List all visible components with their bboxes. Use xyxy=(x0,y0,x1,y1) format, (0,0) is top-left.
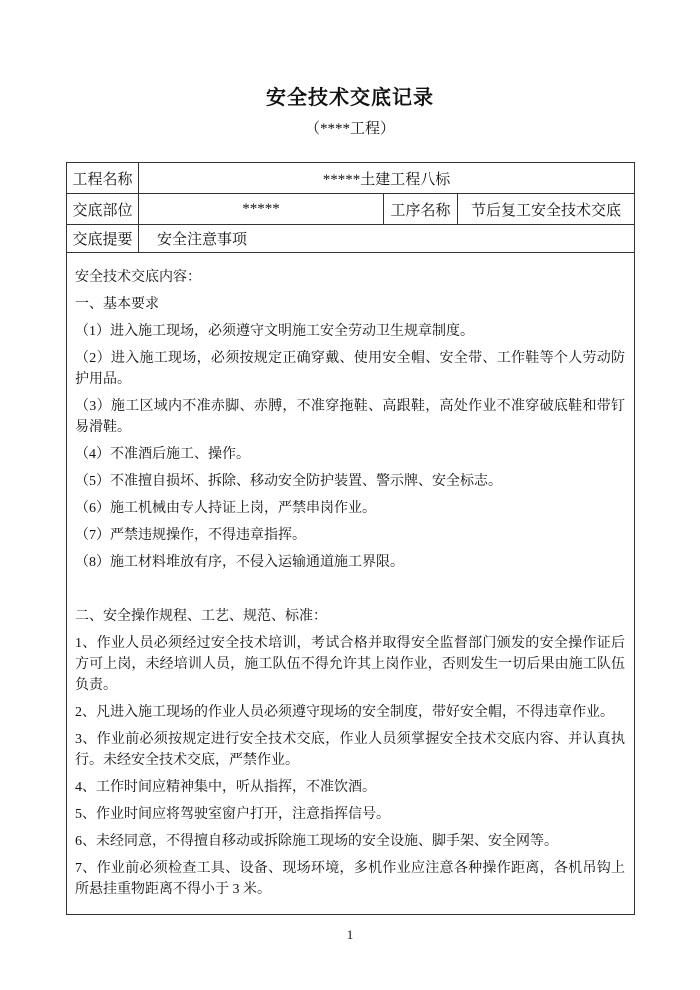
content-item: （8）施工材料堆放有序，不侵入运输通道施工界限。 xyxy=(75,555,404,570)
project-name-label: 工程名称 xyxy=(67,163,139,194)
document-subtitle: （****工程） xyxy=(304,121,395,137)
section2-title: 二、安全操作规程、工艺、规范、标准： xyxy=(75,609,327,624)
disclosure-summary-value: 安全注意事项 xyxy=(139,225,635,253)
process-name-label: 工序名称 xyxy=(384,194,458,225)
content-item: 7、作业前必须检查工具、设备、现场环境，多机作业应注意各种操作距离，各机吊钩上所悬挂重物距离不得小于 3 米。 xyxy=(75,861,626,897)
disclosure-table xyxy=(66,162,635,915)
content-item: （2）进入施工现场，必须按规定正确穿戴、使用安全帽、安全带、工作鞋等个人劳动防护用品。 xyxy=(75,351,626,387)
disclosure-summary-label: 交底提要 xyxy=(67,225,139,253)
disclosure-part-value: ***** xyxy=(139,194,384,225)
section-gap xyxy=(75,579,625,600)
content-item: 4、工作时间应精神集中，听从指挥，不准饮酒。 xyxy=(75,780,376,795)
content-item: （4）不准酒后施工、操作。 xyxy=(75,447,250,462)
content-item: 3、作业前必须按规定进行安全技术交底，作业人员须掌握安全技术交底内容、并认真执行。未经安全技术交底，严禁作业。 xyxy=(75,732,626,768)
row-content xyxy=(67,253,635,915)
content-item: （6）施工机械由专人持证上岗，严禁串岗作业。 xyxy=(75,501,376,516)
content-cell xyxy=(67,253,635,915)
content-item: 6、未经同意，不得擅自移动或拆除施工现场的安全设施、脚手架、安全网等。 xyxy=(75,834,558,849)
content-item: 1、作业人员必须经过安全技术培训，考试合格并取得安全监督部门颁发的安全操作证后方可上岗，未经培训人员，施工队伍不得允许其上岗作业，否则发生一切后果由施工队伍负责。 xyxy=(75,636,626,693)
project-name-value: *****土建工程八标 xyxy=(139,163,635,194)
content-heading: 安全技术交底内容： xyxy=(75,270,201,285)
content-item: 5、作业时间应将驾驶室窗户打开，注意指挥信号。 xyxy=(75,807,390,822)
section1-title: 一、基本要求 xyxy=(75,297,159,312)
process-name-value: 节后复工安全技术交底 xyxy=(458,194,635,225)
row-project-name xyxy=(67,163,635,194)
content-item: （1）进入施工现场，必须遵守文明施工安全劳动卫生规章制度。 xyxy=(75,324,474,339)
page-number: 1 xyxy=(346,927,354,942)
content-item: （7）严禁违规操作，不得违章指挥。 xyxy=(75,528,306,543)
row-disclosure-summary xyxy=(67,225,635,253)
row-disclosure-part xyxy=(67,194,635,225)
document-title: 安全技术交底记录 xyxy=(266,87,434,109)
content-item: （3）施工区域内不准赤脚、赤膊，不准穿拖鞋、高跟鞋，高处作业不准穿破底鞋和带钉易滑鞋。 xyxy=(75,399,626,435)
content-item: （5）不准擅自损坏、拆除、移动安全防护装置、警示牌、安全标志。 xyxy=(75,474,502,489)
content-item: 2、凡进入施工现场的作业人员必须遵守现场的安全制度，带好安全帽，不得违章作业。 xyxy=(75,705,614,720)
disclosure-part-label: 交底部位 xyxy=(67,194,139,225)
